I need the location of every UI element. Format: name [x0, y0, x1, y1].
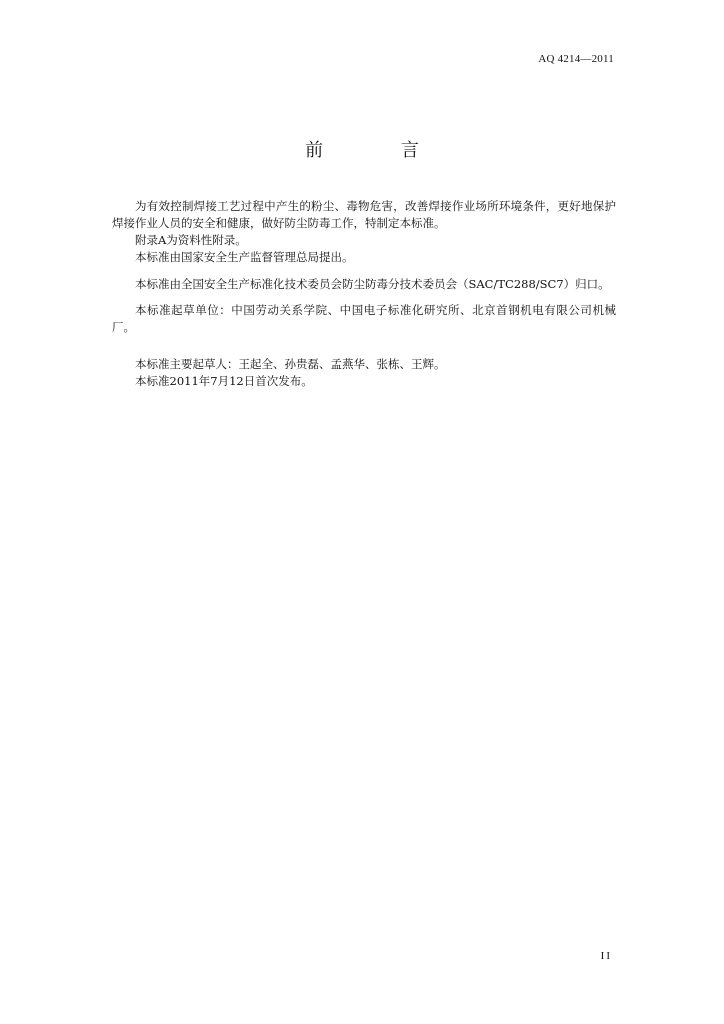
paragraph-drafting-units: 本标准起草单位：中国劳动关系学院、中国电子标准化研究所、北京首钢机电有限公司机械厂。: [112, 303, 616, 334]
paragraph-appendix: 附录A为资料性附录。: [135, 233, 247, 247]
page-number: II: [600, 950, 612, 962]
page-title: 前 言: [305, 140, 455, 161]
paragraph-committee: 本标准由全国安全生产标准化技术委员会防尘防毒分技术委员会（SAC/TC288/SC7）归口。: [135, 277, 610, 291]
paragraph-proposer: 本标准由国家安全生产监督管理总局提出。: [135, 250, 354, 264]
foreword-body: [112, 198, 616, 390]
paragraph-release-date: 本标准2011年7月12日首次发布。: [135, 374, 313, 388]
paragraph-purpose: 为有效控制焊接工艺过程中产生的粉尘、毒物危害，改善焊接作业场所环境条件，更好地保护焊接作业人员的安全和健康，做好防尘防毒工作，特制定本标准。: [112, 199, 616, 230]
paragraph-drafters: 本标准主要起草人：王起全、孙贵磊、孟燕华、张栋、王辉。: [135, 357, 446, 371]
standard-code: AQ 4214—2011: [538, 53, 614, 65]
